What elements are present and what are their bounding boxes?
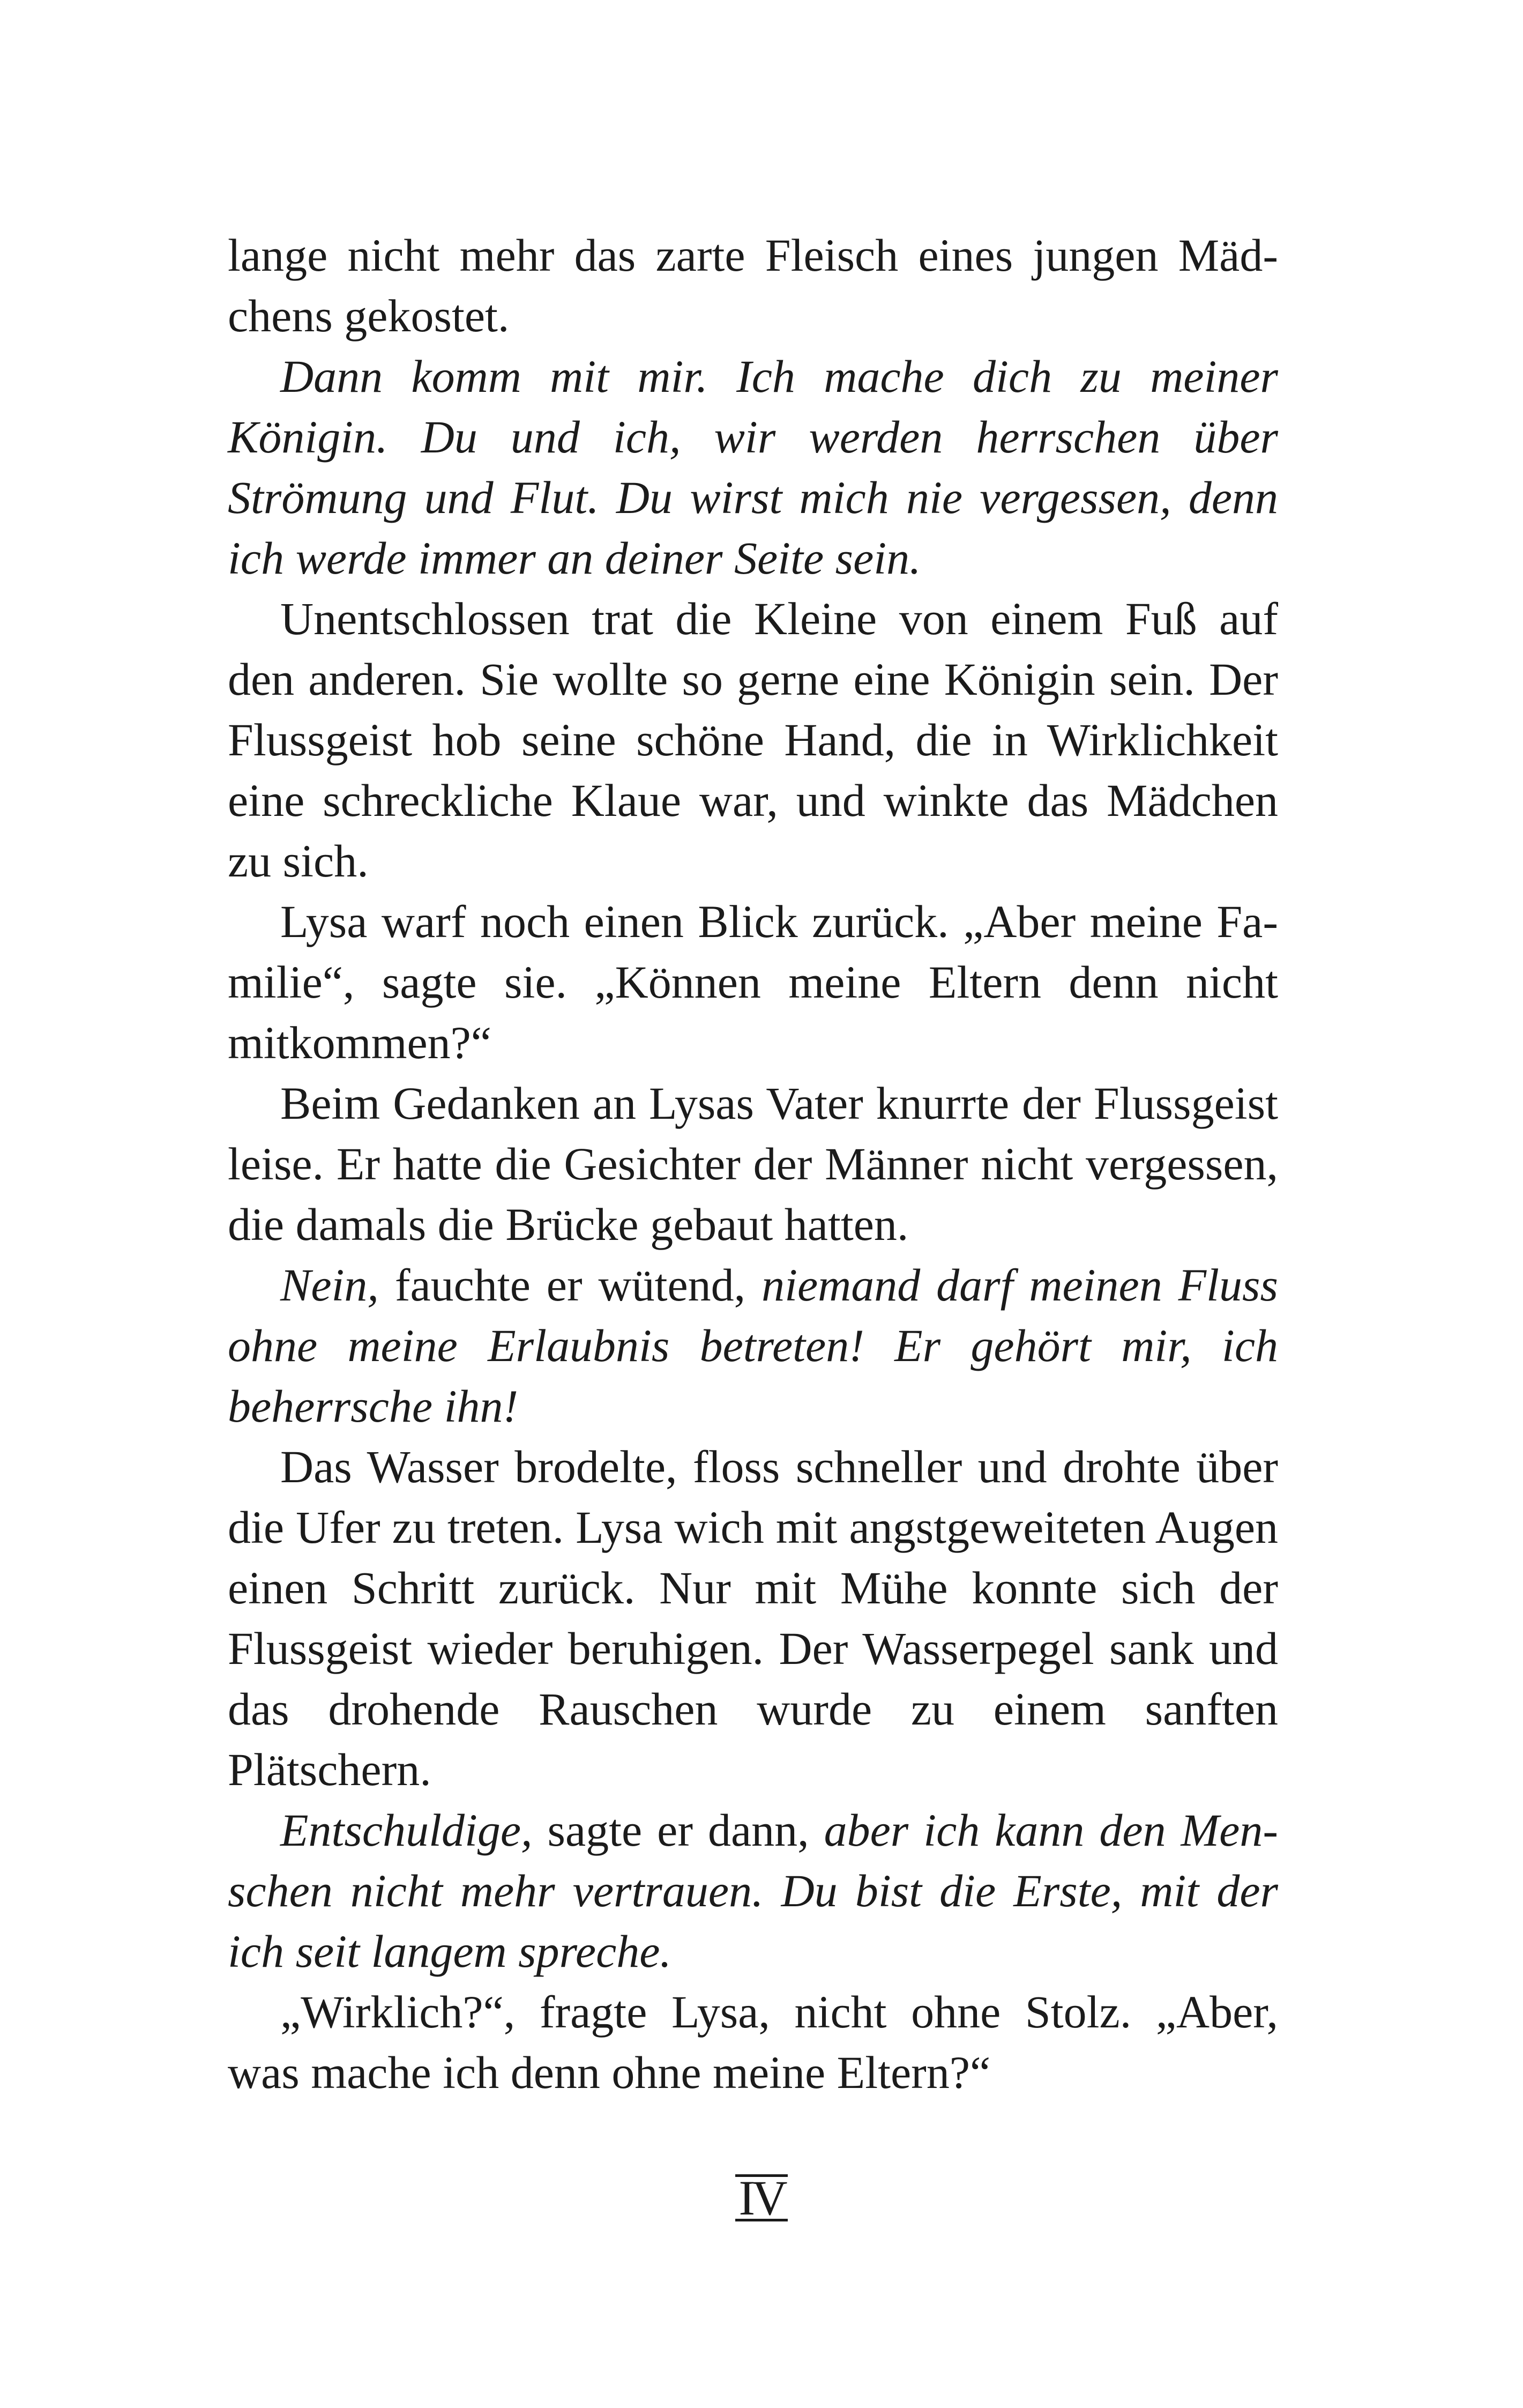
- italic-text-segment: niemand darf meinen Fluss ohne meine Erlaubnis betreten! Er gehört mir, ich beherrsche ihn!: [228, 1259, 1278, 1432]
- paragraph: [228, 1982, 1278, 2103]
- text-segment: Unentschlossen trat die Kleine von einem Fuß auf den anderen. Sie wollte so gerne eine Königin sein. Der Flussgeist hob seine schöne Hand, die in Wirklichkeit eine schreckliche Klaue war, und winkte das Mädchen zu sich.: [228, 593, 1278, 887]
- paragraph: [228, 1255, 1278, 1437]
- italic-text-segment: aber ich kann den Menschen nicht mehr vertrauen. Du bist die Erste, mit der ich seit langem spreche.: [228, 1804, 1278, 1977]
- text-segment: fauchte er wütend,: [378, 1259, 762, 1311]
- text-segment: Lysa warf noch einen Blick zurück. „Aber meine Familie“, sagte sie. „Können meine Eltern denn nicht mitkommen?“: [228, 896, 1278, 1068]
- italic-text-segment: Entschuldige,: [280, 1804, 533, 1856]
- page-number-label: IV: [735, 2174, 787, 2221]
- paragraph: [228, 346, 1278, 589]
- paragraph: [228, 891, 1278, 1073]
- page-number: [0, 2171, 1523, 2225]
- text-segment: Beim Gedanken an Lysas Vater knurrte der Flussgeist leise. Er hatte die Gesichter der Männer nicht vergessen, die damals die Brücke gebaut hatten.: [228, 1077, 1278, 1250]
- italic-text-segment: Nein,: [280, 1259, 379, 1311]
- body-text: [228, 225, 1278, 2103]
- text-segment: lange nicht mehr das zarte Fleisch eines jungen Mädchens gekostet.: [228, 229, 1278, 341]
- paragraph: [228, 225, 1278, 346]
- paragraph: [228, 1073, 1278, 1255]
- text-segment: „Wirklich?“, fragte Lysa, nicht ohne Stolz. „Aber, was mache ich denn ohne meine Eltern?“: [228, 1986, 1278, 2098]
- paragraph: [228, 589, 1278, 891]
- paragraph: [228, 1437, 1278, 1800]
- paragraph: [228, 1800, 1278, 1982]
- text-segment: sagte er dann,: [532, 1804, 824, 1856]
- italic-text-segment: Dann komm mit mir. Ich mache dich zu meiner Königin. Du und ich, wir werden herrschen über Strömung und Flut. Du wirst mich nie vergessen, denn ich werde immer an deiner Seite sein.: [228, 351, 1278, 584]
- text-segment: Das Wasser brodelte, floss schneller und drohte über die Ufer zu treten. Lysa wich mit angstgeweiteten Augen einen Schritt zurück. Nur mit Mühe konnte sich der Flussgeist wieder beruhigen. Der Wasserpegel sank und das drohende Rauschen wurde zu einem sanften Plätschern.: [228, 1441, 1278, 1795]
